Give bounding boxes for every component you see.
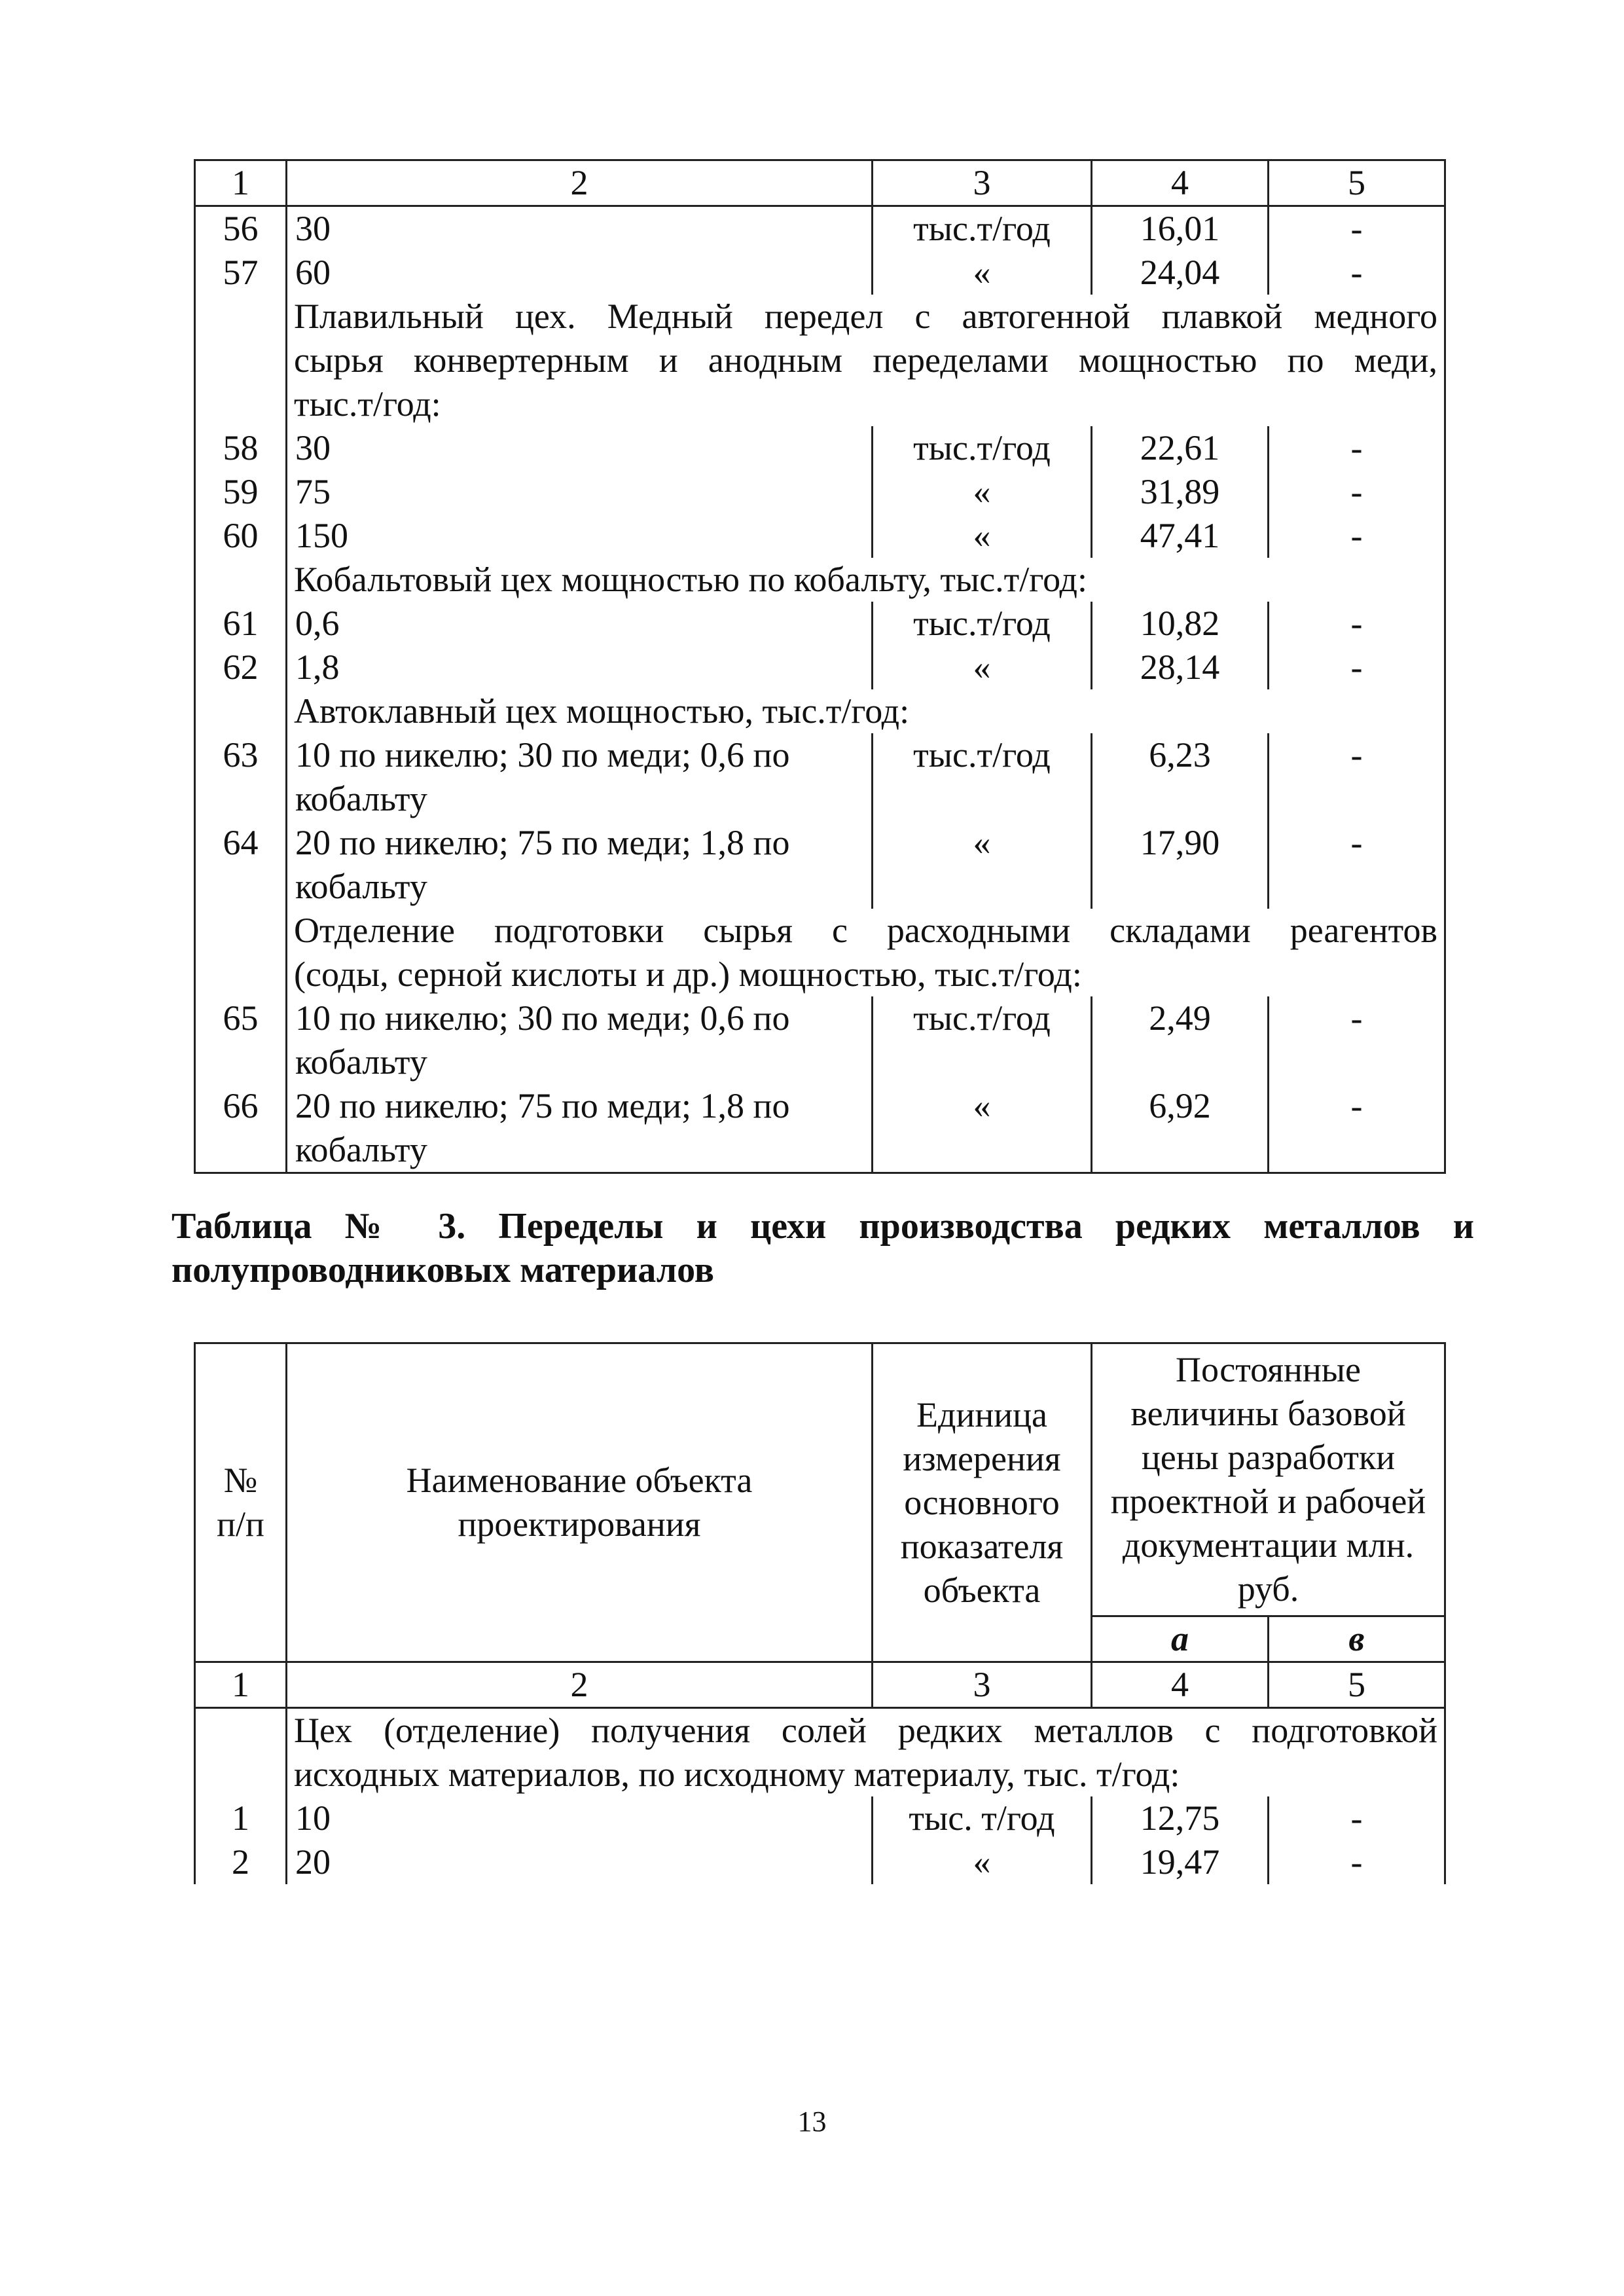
unit-cell: тыс.т/год — [873, 426, 1092, 470]
object-name: 1,8 — [287, 646, 873, 689]
empty-number-cell — [195, 558, 287, 602]
object-name: 60 — [287, 251, 873, 295]
section-heading-line: Цех (отделение) получения солей редких металлов с подготовкой — [294, 1711, 1437, 1750]
section-heading-row — [195, 689, 1445, 733]
value-a: 17,90 — [1092, 821, 1269, 909]
t3-col-num-4: 4 — [1092, 1662, 1269, 1708]
section-heading-row — [195, 295, 1445, 426]
value-a: 6,23 — [1092, 733, 1269, 821]
t3-col-num-5: 5 — [1269, 1662, 1445, 1708]
header-b: в — [1269, 1616, 1445, 1662]
object-name: 75 — [287, 470, 873, 514]
unit-cell: « — [873, 646, 1092, 689]
row-number: 65 — [195, 996, 287, 1084]
section-heading-line: сырья конвертерным и анодным переделами мощностью по меди, — [294, 340, 1437, 380]
row-number: 2 — [195, 1840, 287, 1884]
section-heading-line: тыс.т/год: — [294, 384, 441, 424]
value-b: - — [1269, 426, 1445, 470]
table-row — [195, 1796, 1445, 1840]
value-b: - — [1269, 206, 1445, 251]
value-b: - — [1269, 1840, 1445, 1884]
table-1-body — [195, 160, 1445, 1173]
table-row — [195, 646, 1445, 689]
row-number: 62 — [195, 646, 287, 689]
unit-cell: « — [873, 470, 1092, 514]
table-row — [195, 733, 1445, 821]
t3-col-num-2: 2 — [287, 1662, 873, 1708]
table-row — [195, 470, 1445, 514]
row-number: 63 — [195, 733, 287, 821]
section-heading-line: Кобальтовый цех мощностью по кобальту, тыс.т/год: — [294, 560, 1087, 599]
value-a: 19,47 — [1092, 1840, 1269, 1884]
header-price: Постоянные величины базовой цены разработки проектной и рабочей документации млн. руб. — [1092, 1343, 1445, 1616]
empty-number-cell — [195, 295, 287, 426]
value-b: - — [1269, 251, 1445, 295]
page-number: 13 — [797, 2105, 827, 2138]
table-row — [195, 996, 1445, 1084]
header-a: а — [1092, 1616, 1269, 1662]
value-a: 24,04 — [1092, 251, 1269, 295]
value-a: 12,75 — [1092, 1796, 1269, 1840]
col-num-3: 3 — [873, 160, 1092, 206]
section-heading-line: Плавильный цех. Медный передел с автогенной плавкой медного — [294, 297, 1437, 336]
table-row — [195, 821, 1445, 909]
t3-col-num-1: 1 — [195, 1662, 287, 1708]
t3-col-num-3: 3 — [873, 1662, 1092, 1708]
caption-line-1: Таблица № 3. Переделы и цехи производства редких металлов и — [171, 1206, 1474, 1247]
table-3-caption — [171, 1205, 1474, 1292]
table-3-header-row — [195, 1343, 1445, 1616]
value-a: 6,92 — [1092, 1084, 1269, 1173]
section-heading-row — [195, 558, 1445, 602]
object-name: 150 — [287, 514, 873, 558]
value-a: 28,14 — [1092, 646, 1269, 689]
value-a: 16,01 — [1092, 206, 1269, 251]
col-num-2: 2 — [287, 160, 873, 206]
col-num-4: 4 — [1092, 160, 1269, 206]
unit-cell: тыс.т/год — [873, 602, 1092, 646]
table-row — [195, 426, 1445, 470]
object-name: 10 по никелю; 30 по меди; 0,6 по кобальту — [287, 996, 873, 1084]
value-b: - — [1269, 1796, 1445, 1840]
col-num-1: 1 — [195, 160, 287, 206]
object-name: 30 — [287, 426, 873, 470]
empty-number-cell — [195, 909, 287, 996]
row-number: 64 — [195, 821, 287, 909]
section-heading-row — [195, 909, 1445, 996]
section-heading-line: Автоклавный цех мощностью, тыс.т/год: — [294, 691, 910, 731]
value-a: 2,49 — [1092, 996, 1269, 1084]
section-heading — [287, 1708, 1445, 1797]
object-name: 10 по никелю; 30 по меди; 0,6 по кобальту — [287, 733, 873, 821]
table-row — [195, 251, 1445, 295]
value-a: 10,82 — [1092, 602, 1269, 646]
object-name: 0,6 — [287, 602, 873, 646]
value-a: 22,61 — [1092, 426, 1269, 470]
header-name: Наименование объекта проектирования — [287, 1343, 873, 1662]
value-a: 47,41 — [1092, 514, 1269, 558]
table-row — [195, 206, 1445, 251]
header-number: № п/п — [195, 1343, 287, 1662]
unit-cell: « — [873, 514, 1092, 558]
object-name: 20 по никелю; 75 по меди; 1,8 по кобальту — [287, 821, 873, 909]
row-number: 58 — [195, 426, 287, 470]
value-a: 31,89 — [1092, 470, 1269, 514]
table-row — [195, 1840, 1445, 1884]
table-3 — [194, 1342, 1446, 1884]
unit-cell: тыс.т/год — [873, 206, 1092, 251]
unit-cell: « — [873, 821, 1092, 909]
value-b: - — [1269, 602, 1445, 646]
empty-number-cell — [195, 1708, 287, 1797]
unit-cell: « — [873, 1084, 1092, 1173]
row-number: 1 — [195, 1796, 287, 1840]
unit-cell: тыс.т/год — [873, 733, 1092, 821]
row-number: 56 — [195, 206, 287, 251]
section-heading-line: исходных материалов, по исходному материалу, тыс. т/год: — [294, 1755, 1180, 1794]
row-number: 57 — [195, 251, 287, 295]
section-heading — [287, 295, 1445, 426]
value-b: - — [1269, 646, 1445, 689]
value-b: - — [1269, 733, 1445, 821]
section-heading-line: (соды, серной кислоты и др.) мощностью, тыс.т/год: — [294, 955, 1082, 994]
value-b: - — [1269, 821, 1445, 909]
table-3-body — [195, 1343, 1445, 1885]
value-b: - — [1269, 470, 1445, 514]
row-number: 59 — [195, 470, 287, 514]
object-name: 30 — [287, 206, 873, 251]
object-name: 20 по никелю; 75 по меди; 1,8 по кобальту — [287, 1084, 873, 1173]
unit-cell: « — [873, 251, 1092, 295]
column-number-row — [195, 160, 1445, 206]
table-3-column-number-row — [195, 1662, 1445, 1708]
table-row — [195, 602, 1445, 646]
object-name: 10 — [287, 1796, 873, 1840]
object-name: 20 — [287, 1840, 873, 1884]
empty-number-cell — [195, 689, 287, 733]
section-heading — [287, 909, 1445, 996]
section-heading — [287, 689, 1445, 733]
unit-cell: « — [873, 1840, 1092, 1884]
section-heading — [287, 558, 1445, 602]
value-b: - — [1269, 996, 1445, 1084]
unit-cell: тыс. т/год — [873, 1796, 1092, 1840]
row-number: 66 — [195, 1084, 287, 1173]
table-row — [195, 1084, 1445, 1173]
row-number: 61 — [195, 602, 287, 646]
section-heading-row — [195, 1708, 1445, 1797]
col-num-5: 5 — [1269, 160, 1445, 206]
unit-cell: тыс.т/год — [873, 996, 1092, 1084]
table-1 — [194, 159, 1446, 1174]
header-unit: Единица измерения основного показателя объекта — [873, 1343, 1092, 1662]
caption-line-2: полупроводниковых материалов — [171, 1250, 715, 1290]
row-number: 60 — [195, 514, 287, 558]
section-heading-line: Отделение подготовки сырья с расходными складами реагентов — [294, 911, 1437, 950]
value-b: - — [1269, 1084, 1445, 1173]
value-b: - — [1269, 514, 1445, 558]
table-row — [195, 514, 1445, 558]
